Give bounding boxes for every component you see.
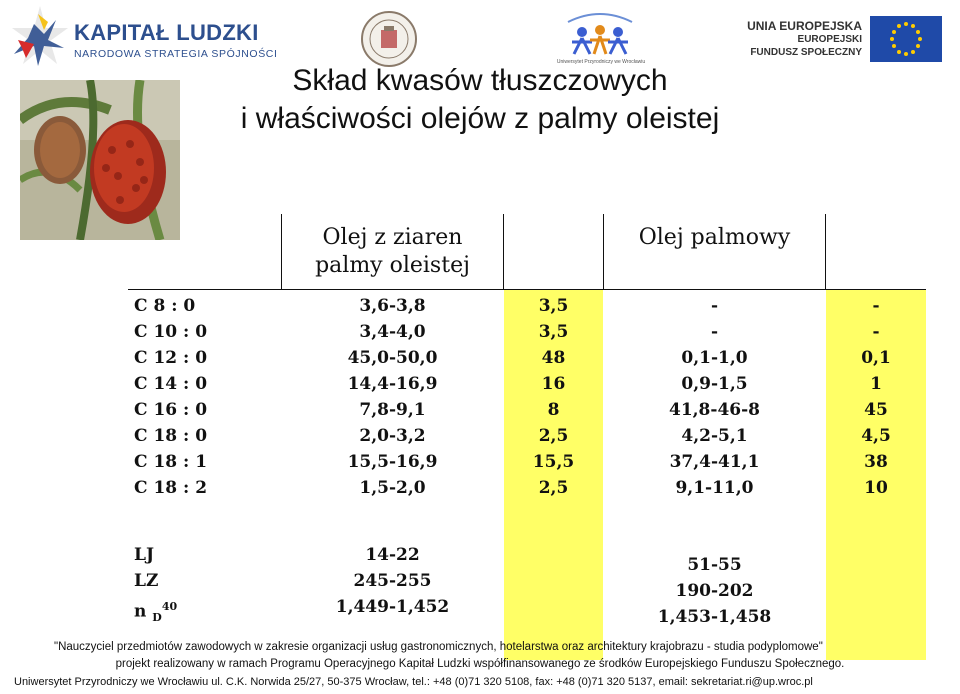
palm-properties <box>604 552 825 630</box>
refr-sub: D <box>152 611 162 625</box>
property-label-lz: LZ <box>134 571 159 591</box>
palm-prop-cell: 1,453-1,458 <box>657 607 772 627</box>
footer-project-title: "Nauczyciel przedmiotów zawodowych w zakresie organizacji usług gastronomicznych, hotelarstwa oraz architektury krajobrazu - studia podyplomowe" <box>54 641 823 653</box>
kernel-range-cell: 3,4-4,0 <box>359 322 426 342</box>
palm-typical-cell: - <box>872 296 880 316</box>
children-figures-icon <box>560 8 640 60</box>
title-line2: i właściwości olejów z palmy oleistej <box>240 102 720 135</box>
kernel-typical-cell: 8 <box>547 400 560 420</box>
kapital-ludzki-logo <box>4 4 278 70</box>
palm-range-column <box>604 293 825 501</box>
kernel-prop-cell: 14-22 <box>365 545 420 565</box>
page-title <box>200 62 760 138</box>
kapital-ludzki-star-icon <box>4 4 70 70</box>
palm-range-cell: 41,8-46-8 <box>668 400 760 420</box>
header-kernel-oil <box>282 224 503 280</box>
header-kernel-line2: palmy oleistej <box>315 253 470 278</box>
acid-label: C 8 : 0 <box>134 296 196 316</box>
eu-line2: EUROPEJSKI <box>797 34 862 45</box>
kernel-prop-cell: 1,449-1,452 <box>335 597 450 617</box>
kernel-prop-cell: 245-255 <box>353 571 432 591</box>
palm-typical-cell: 45 <box>864 400 888 420</box>
kernel-range-cell: 2,0-3,2 <box>359 426 426 446</box>
acid-column <box>134 293 207 501</box>
refr-n: n <box>134 601 147 622</box>
kernel-typical-cell: 16 <box>541 374 566 394</box>
eu-line3: FUNDUSZ SPOŁECZNY <box>750 47 862 58</box>
kernel-typical-cell: 48 <box>541 348 566 368</box>
palm-typical-cell: 38 <box>864 452 888 472</box>
acid-label: C 12 : 0 <box>134 348 208 368</box>
kernel-range-cell: 7,8-9,1 <box>359 400 426 420</box>
refr-sup: 40 <box>161 600 178 613</box>
palm-prop-cell: 190-202 <box>675 581 754 601</box>
acid-label: C 18 : 0 <box>134 426 208 446</box>
footer-project-info: projekt realizowany w ramach Programu Operacyjnego Kapitał Ludzki współfinansowanego ze środków Europejskiego Funduszu Społecznego. <box>115 658 845 670</box>
property-labels <box>134 542 177 631</box>
eu-line1: UNIA EUROPEJSKA <box>747 19 862 33</box>
acid-label: C 18 : 1 <box>134 452 208 472</box>
palm-range-cell: - <box>710 296 719 316</box>
kernel-typical-cell: 2,5 <box>538 426 569 446</box>
kernel-typical-cell: 3,5 <box>538 296 569 316</box>
palm-typical-cell: 1 <box>870 374 882 394</box>
title-line1: Skład kwasów tłuszczowych <box>292 64 668 97</box>
palm-typical-cell: 10 <box>864 478 888 498</box>
kernel-properties <box>282 542 503 620</box>
kernel-range-column <box>282 293 503 501</box>
palm-range-cell: 9,1-11,0 <box>675 478 754 498</box>
palm-range-cell: - <box>710 322 719 342</box>
kernel-range-cell: 14,4-16,9 <box>347 374 438 394</box>
palm-prop-cell: 51-55 <box>687 555 742 575</box>
eu-logo <box>747 12 952 68</box>
palm-typical-cell: 0,1 <box>861 348 891 368</box>
eu-flag-icon <box>870 16 942 62</box>
program-subtitle: NARODOWA STRATEGIA SPÓJNOŚCI <box>74 48 278 60</box>
kernel-typical-column <box>504 293 603 501</box>
table-divider <box>503 214 504 290</box>
university-seal-icon <box>360 10 418 68</box>
property-label-lj: LJ <box>134 545 154 565</box>
table-divider <box>825 214 826 290</box>
kernel-range-cell: 15,5-16,9 <box>347 452 438 472</box>
palm-typical-cell: 4,5 <box>861 426 891 446</box>
kernel-range-cell: 45,0-50,0 <box>347 348 438 368</box>
kernel-typical-cell: 2,5 <box>538 478 569 498</box>
kernel-range-cell: 1,5-2,0 <box>359 478 426 498</box>
program-name: KAPITAŁ LUDZKI <box>74 20 259 45</box>
palm-typical-cell: - <box>872 322 880 342</box>
kernel-typical-cell: 3,5 <box>538 322 569 342</box>
acid-label: C 16 : 0 <box>134 400 208 420</box>
palm-range-cell: 37,4-41,1 <box>669 452 760 472</box>
acid-label: C 14 : 0 <box>134 374 208 394</box>
eu-text <box>747 20 862 59</box>
palm-fruit-photo <box>20 80 180 240</box>
header-kernel-line1: Olej z ziaren <box>322 225 463 250</box>
palm-typical-column <box>826 293 926 501</box>
kernel-typical-cell: 15,5 <box>532 452 575 472</box>
footer-address: Uniwersytet Przyrodniczy we Wrocławiu ul. C.K. Norwida 25/27, 50-375 Wrocław, tel.: +48 (0)71 320 5108, fax: +48 (0)71 320 5137, email: sekretariat.ri@up.wroc.pl <box>14 676 813 688</box>
kernel-range-cell: 3,6-3,8 <box>359 296 426 316</box>
property-label-refractive-index <box>134 594 177 631</box>
kids-logo-subtitle: Uniwersytet Przyrodniczy we Wrocławiu <box>556 59 646 65</box>
header-palm-oil: Olej palmowy <box>638 225 791 250</box>
palm-range-cell: 4,2-5,1 <box>681 426 748 446</box>
table-header-line <box>128 289 926 290</box>
acid-label: C 10 : 0 <box>134 322 208 342</box>
palm-range-cell: 0,1-1,0 <box>681 348 748 368</box>
palm-range-cell: 0,9-1,5 <box>681 374 748 394</box>
acid-label: C 18 : 2 <box>134 478 208 498</box>
